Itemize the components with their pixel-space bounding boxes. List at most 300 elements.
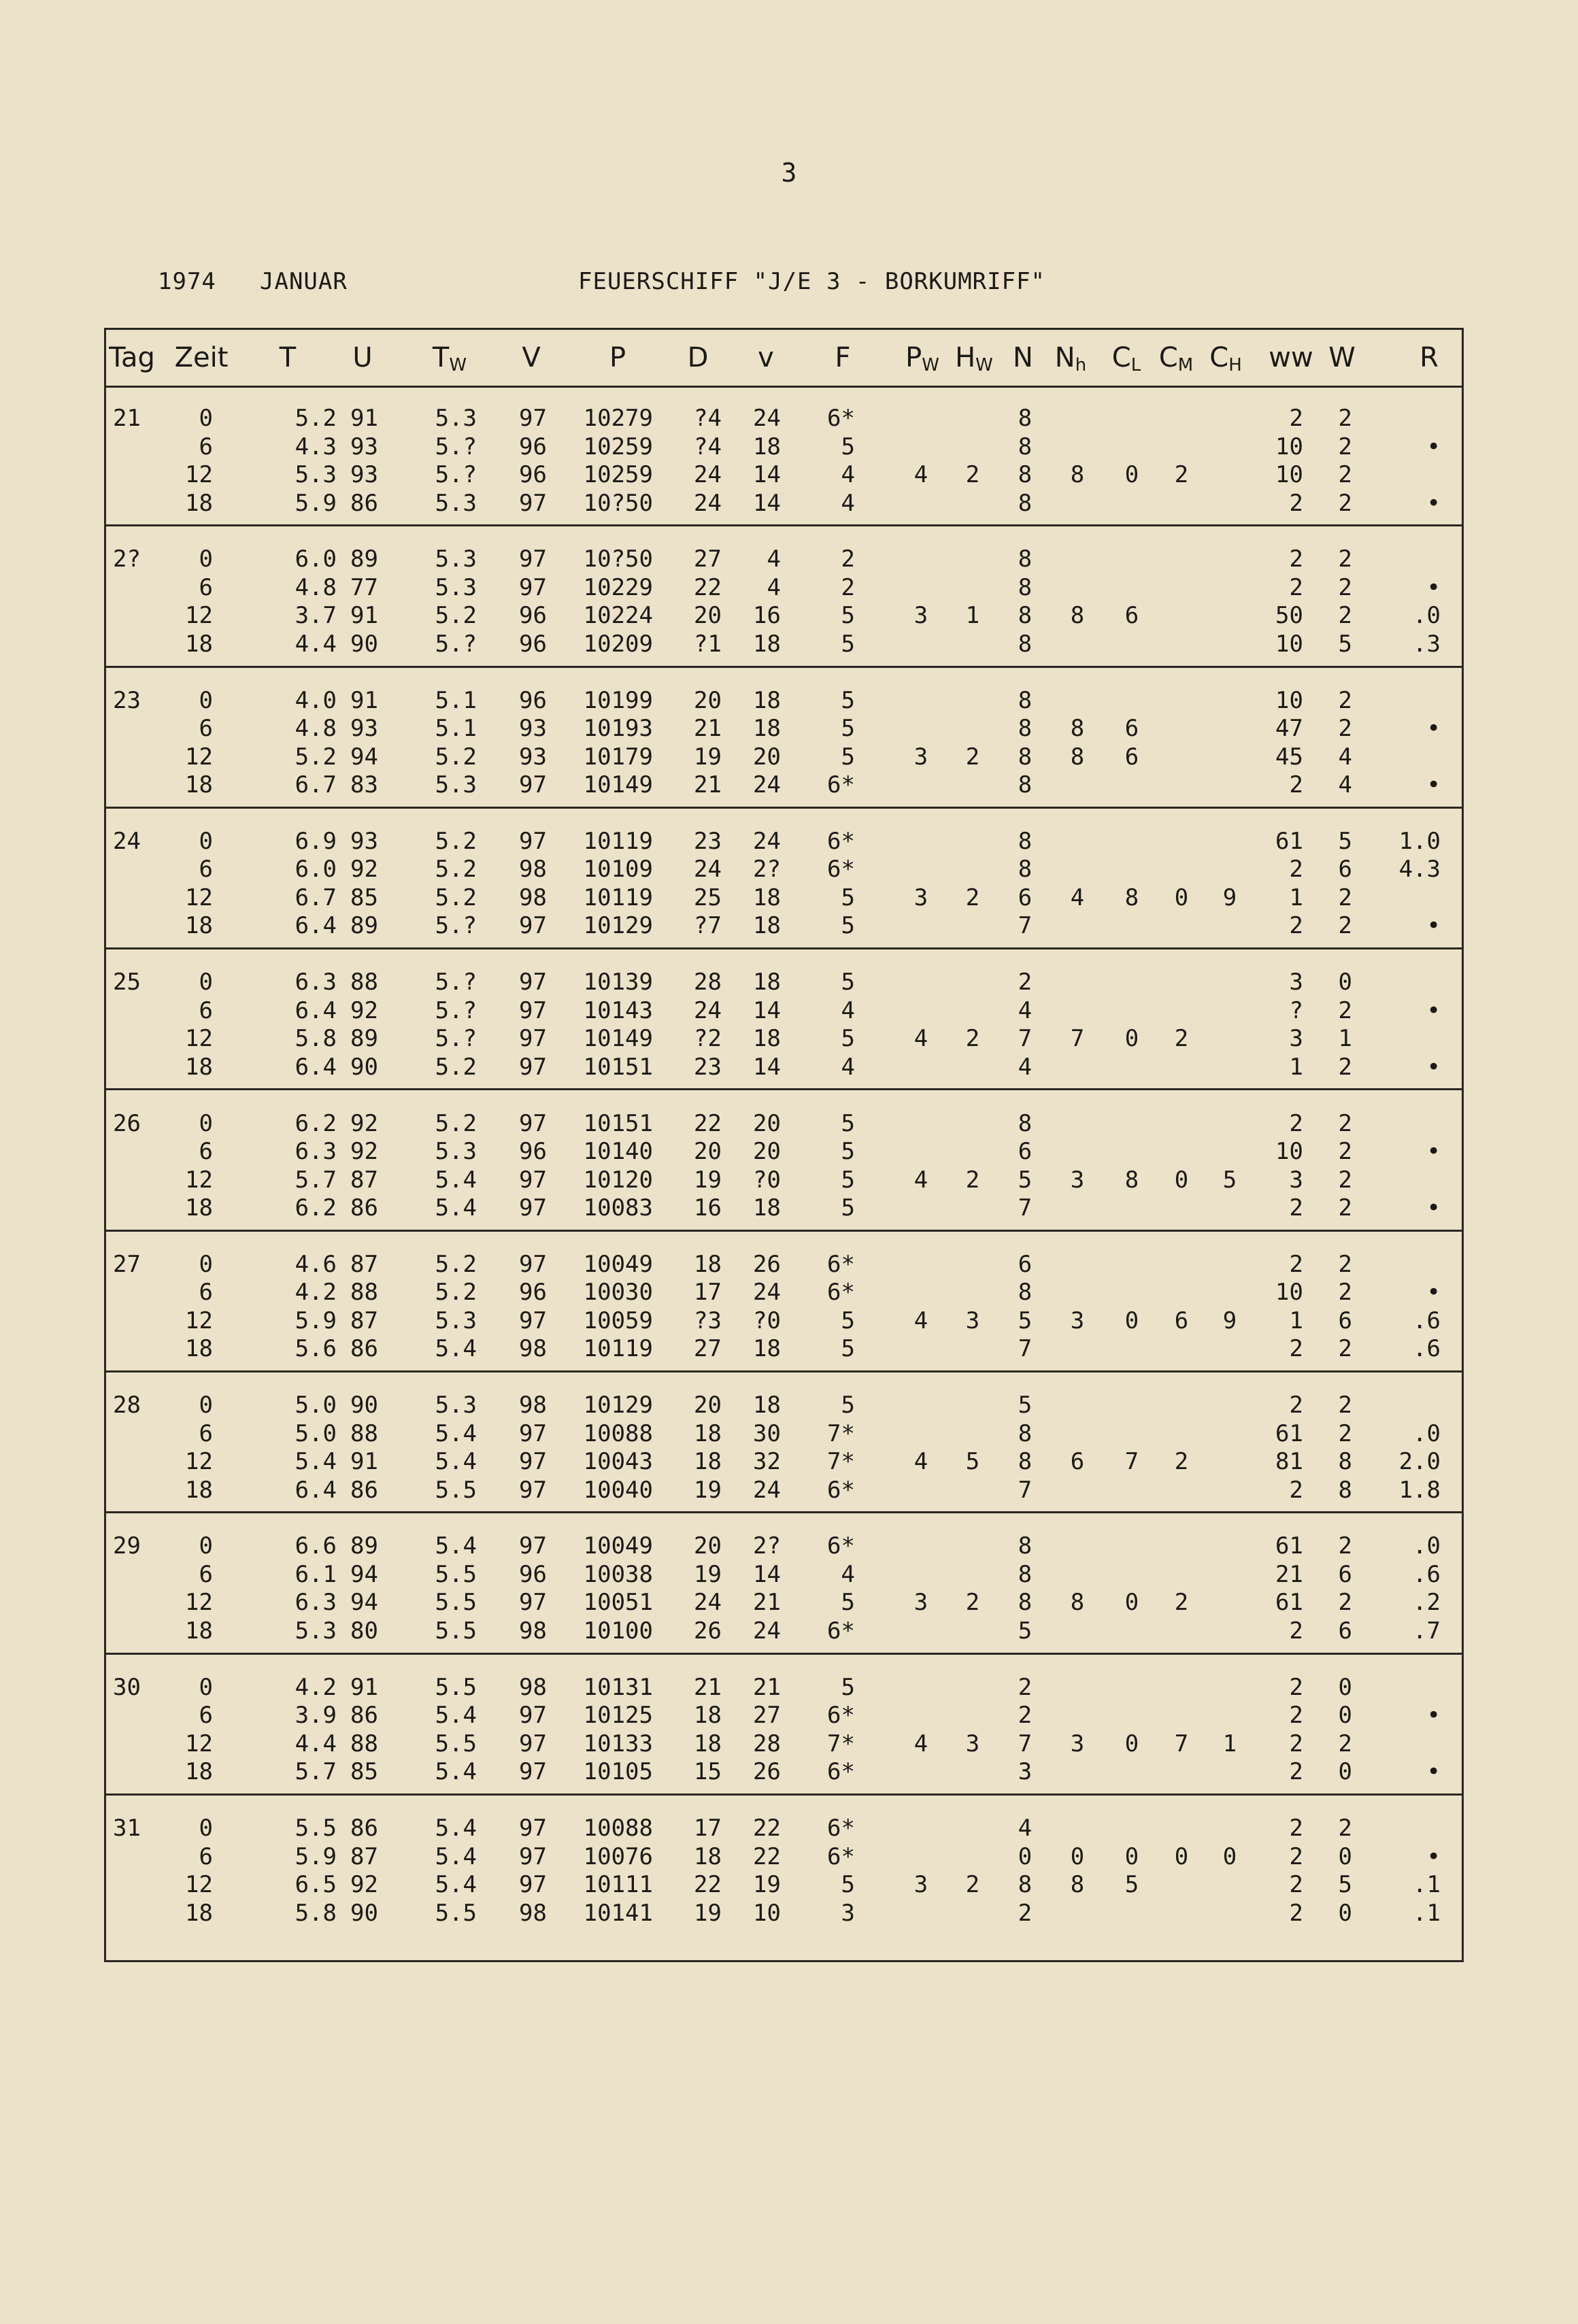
table-cell-d: ?1 <box>694 630 722 658</box>
table-cell-r: .2 <box>1413 1589 1441 1617</box>
column-header-label: T <box>279 342 297 373</box>
table-cell-d: ?3 <box>694 1307 722 1334</box>
table-cell-t: 6.5 <box>295 1871 337 1898</box>
table-cell-cm: 0 <box>1174 1166 1189 1194</box>
table-cell-cm: 2 <box>1174 1448 1189 1476</box>
table-cell-t: 4.8 <box>295 715 337 743</box>
table-cell-ww: 47 <box>1275 715 1303 743</box>
table-cell-r: .3 <box>1413 630 1441 658</box>
table-cell-tw: 5.4 <box>435 1419 477 1447</box>
table-cell-zeit: 12 <box>185 1166 213 1194</box>
table-cell-w: 2 <box>1338 433 1352 460</box>
table-cell-tw: 5.5 <box>435 1589 477 1617</box>
table-cell-r: .0 <box>1413 1419 1441 1447</box>
table-cell-w: 2 <box>1338 1730 1352 1757</box>
table-cell-d: 18 <box>694 1842 722 1870</box>
table-cell-n: 8 <box>1018 1419 1033 1447</box>
table-cell-p: 10088 <box>583 1419 653 1447</box>
table-cell-cl: 7 <box>1124 1448 1139 1476</box>
table-cell-v: 97 <box>519 969 547 996</box>
table-cell-ww: 2 <box>1289 1335 1303 1363</box>
table-cell-zeit: 12 <box>185 602 213 630</box>
table-cell-w: 8 <box>1338 1448 1352 1476</box>
table-cell-nh: 8 <box>1070 461 1085 488</box>
table-cell-vv: 24 <box>753 827 781 855</box>
table-cell-u: 86 <box>350 1815 378 1842</box>
table-cell-v: 96 <box>519 433 547 460</box>
table-cell-n: 8 <box>1018 1448 1033 1476</box>
table-cell-f: 5 <box>841 1871 855 1898</box>
table-cell-v: 93 <box>519 743 547 771</box>
table-cell-u: 86 <box>350 1476 378 1504</box>
table-cell-vv: 24 <box>753 771 781 799</box>
table-cell-vv: 24 <box>753 1279 781 1307</box>
table-cell-r: 1.8 <box>1398 1476 1441 1504</box>
day-group <box>106 1796 1462 1936</box>
table-cell-cm: 2 <box>1174 461 1189 488</box>
day-tag: 2? <box>113 545 141 573</box>
table-cell-vv: 20 <box>753 1109 781 1137</box>
table-cell-d: 28 <box>694 969 722 996</box>
table-cell-v: 97 <box>519 489 547 517</box>
column-header-label: U <box>352 342 373 373</box>
table-cell-w: 2 <box>1338 686 1352 714</box>
table-cell-w: 5 <box>1338 630 1352 658</box>
table-cell-ch: 5 <box>1222 1166 1237 1194</box>
table-cell-p: 10043 <box>583 1448 653 1476</box>
table-cell-vv: 32 <box>753 1448 781 1476</box>
table-cell-v: 96 <box>519 1560 547 1588</box>
table-cell-zeit: 6 <box>199 1138 213 1165</box>
table-cell-w: 2 <box>1338 1815 1352 1842</box>
table-cell-f: 5 <box>841 1025 855 1053</box>
header-year: 1974 <box>158 268 216 295</box>
table-cell-zeit: 0 <box>199 686 213 714</box>
table-cell-p: 10109 <box>583 856 653 883</box>
table-cell-vv: 18 <box>753 433 781 460</box>
table-cell-cl: 0 <box>1124 461 1139 488</box>
column-header-label: P <box>905 342 922 373</box>
table-cell-ww: 10 <box>1275 1138 1303 1165</box>
table-cell-d: 18 <box>694 1250 722 1278</box>
table-cell-n: 8 <box>1018 545 1033 573</box>
table-cell-p: 10051 <box>583 1589 653 1617</box>
table-cell-tw: 5.4 <box>435 1758 477 1786</box>
table-cell-ww: 2 <box>1289 1730 1303 1757</box>
table-cell-v: 97 <box>519 1871 547 1898</box>
table-cell-vv: 18 <box>753 912 781 940</box>
table-cell-d: 24 <box>694 996 722 1024</box>
table-cell-cm: 0 <box>1174 883 1189 911</box>
table-cell-ww: 2 <box>1289 1194 1303 1222</box>
header-month: JANUAR <box>260 268 348 295</box>
table-cell-p: 10140 <box>583 1138 653 1165</box>
table-cell-n: 8 <box>1018 602 1033 630</box>
table-cell-r: .7 <box>1413 1617 1441 1645</box>
table-cell-tw: 5.5 <box>435 1899 477 1927</box>
table-cell-ww: 1 <box>1289 1307 1303 1334</box>
table-cell-zeit: 6 <box>199 1279 213 1307</box>
table-cell-f: 4 <box>841 1560 855 1588</box>
table-cell-ww: 2 <box>1289 573 1303 601</box>
column-header-subscript: L <box>1130 355 1141 375</box>
table-cell-pw: 4 <box>913 461 928 488</box>
table-cell-pw: 4 <box>913 1166 928 1194</box>
table-cell-t: 5.8 <box>295 1025 337 1053</box>
table-cell-v: 97 <box>519 1166 547 1194</box>
table-cell-r: .6 <box>1413 1307 1441 1334</box>
table-cell-n: 8 <box>1018 715 1033 743</box>
table-cell-v: 98 <box>519 1617 547 1645</box>
table-cell-u: 90 <box>350 1899 378 1927</box>
table-cell-u: 77 <box>350 573 378 601</box>
table-cell-zeit: 6 <box>199 573 213 601</box>
table-cell-d: 21 <box>694 771 722 799</box>
table-cell-f: 5 <box>841 602 855 630</box>
table-cell-ww: 2 <box>1289 405 1303 432</box>
table-cell-n: 8 <box>1018 1871 1033 1898</box>
table-cell-tw: 5.4 <box>435 1702 477 1730</box>
table-cell-tw: 5.3 <box>435 1307 477 1334</box>
table-cell-d: 21 <box>694 1673 722 1701</box>
table-cell-t: 6.6 <box>295 1532 337 1560</box>
table-cell-vv: 4 <box>767 545 781 573</box>
table-cell-cl: 8 <box>1124 1166 1139 1194</box>
table-cell-hw: 3 <box>965 1730 980 1757</box>
table-cell-zeit: 12 <box>185 1871 213 1898</box>
table-cell-vv: 20 <box>753 1138 781 1165</box>
table-cell-vv: 18 <box>753 1392 781 1419</box>
table-cell-w: 2 <box>1338 1138 1352 1165</box>
table-cell-t: 6.4 <box>295 1476 337 1504</box>
table-cell-u: 92 <box>350 1138 378 1165</box>
table-cell-u: 91 <box>350 1448 378 1476</box>
table-cell-vv: 14 <box>753 461 781 488</box>
table-cell-u: 85 <box>350 1758 378 1786</box>
table-cell-f: 6* <box>827 1250 855 1278</box>
table-cell-zeit: 18 <box>185 771 213 799</box>
table-cell-cm: 7 <box>1174 1730 1189 1757</box>
table-cell-u: 91 <box>350 405 378 432</box>
table-cell-p: 10119 <box>583 827 653 855</box>
table-cell-n: 8 <box>1018 573 1033 601</box>
table-cell-w: 2 <box>1338 996 1352 1024</box>
table-cell-vv: 26 <box>753 1758 781 1786</box>
table-cell-f: 5 <box>841 686 855 714</box>
table-cell-p: 10143 <box>583 996 653 1024</box>
table-cell-vv: 21 <box>753 1589 781 1617</box>
table-column-headers <box>106 330 1462 388</box>
table-cell-tw: 5.? <box>435 996 477 1024</box>
table-cell-ww: 2 <box>1289 1673 1303 1701</box>
table-cell-nh: 6 <box>1070 1448 1085 1476</box>
table-cell-f: 6* <box>827 1702 855 1730</box>
table-cell-r: • <box>1426 1194 1441 1222</box>
table-cell-v: 97 <box>519 1476 547 1504</box>
table-cell-w: 2 <box>1338 883 1352 911</box>
table-cell-f: 5 <box>841 743 855 771</box>
table-cell-ww: 45 <box>1275 743 1303 771</box>
table-cell-w: 2 <box>1338 1109 1352 1137</box>
table-cell-p: 10040 <box>583 1476 653 1504</box>
table-cell-n: 7 <box>1018 1194 1033 1222</box>
day-group <box>106 386 1462 526</box>
table-cell-f: 5 <box>841 1307 855 1334</box>
column-header-subscript: H <box>1228 355 1242 375</box>
table-cell-tw: 5.4 <box>435 1194 477 1222</box>
table-cell-zeit: 6 <box>199 433 213 460</box>
table-cell-p: 10125 <box>583 1702 653 1730</box>
table-cell-w: 2 <box>1338 461 1352 488</box>
table-cell-w: 2 <box>1338 1335 1352 1363</box>
table-cell-pw: 4 <box>913 1307 928 1334</box>
table-cell-u: 93 <box>350 827 378 855</box>
table-cell-f: 5 <box>841 1589 855 1617</box>
table-cell-d: 18 <box>694 1419 722 1447</box>
table-cell-t: 4.6 <box>295 1250 337 1278</box>
table-cell-w: 6 <box>1338 1560 1352 1588</box>
table-cell-n: 6 <box>1018 1138 1033 1165</box>
table-cell-t: 6.4 <box>295 1053 337 1081</box>
table-cell-ww: 10 <box>1275 461 1303 488</box>
table-cell-tw: 5.3 <box>435 489 477 517</box>
table-cell-v: 98 <box>519 1673 547 1701</box>
table-cell-r: 1.0 <box>1398 827 1441 855</box>
table-cell-tw: 5.5 <box>435 1673 477 1701</box>
table-cell-n: 8 <box>1018 461 1033 488</box>
table-cell-tw: 5.3 <box>435 1392 477 1419</box>
table-cell-v: 97 <box>519 1109 547 1137</box>
table-cell-r: • <box>1426 433 1441 460</box>
table-cell-n: 8 <box>1018 686 1033 714</box>
table-cell-f: 4 <box>841 1053 855 1081</box>
table-cell-zeit: 12 <box>185 743 213 771</box>
table-cell-t: 4.2 <box>295 1673 337 1701</box>
table-cell-f: 4 <box>841 461 855 488</box>
table-cell-t: 6.0 <box>295 545 337 573</box>
table-cell-ww: 2 <box>1289 1758 1303 1786</box>
table-cell-zeit: 6 <box>199 715 213 743</box>
table-cell-nh: 3 <box>1070 1730 1085 1757</box>
table-cell-r: • <box>1426 912 1441 940</box>
table-cell-u: 89 <box>350 1532 378 1560</box>
table-cell-n: 0 <box>1018 1842 1033 1870</box>
table-cell-hw: 2 <box>965 1025 980 1053</box>
column-header-u <box>352 342 372 373</box>
table-cell-vv: 14 <box>753 489 781 517</box>
table-cell-d: 20 <box>694 1392 722 1419</box>
column-header-label: H <box>955 342 976 373</box>
table-cell-ww: 2 <box>1289 1899 1303 1927</box>
table-cell-p: 10105 <box>583 1758 653 1786</box>
table-cell-t: 6.1 <box>295 1560 337 1588</box>
table-cell-tw: 5.? <box>435 461 477 488</box>
table-cell-cl: 6 <box>1124 715 1139 743</box>
table-cell-n: 5 <box>1018 1307 1033 1334</box>
day-tag: 21 <box>113 405 141 432</box>
table-cell-n: 5 <box>1018 1392 1033 1419</box>
table-cell-pw: 3 <box>913 1871 928 1898</box>
table-cell-p: 10131 <box>583 1673 653 1701</box>
table-cell-d: 18 <box>694 1448 722 1476</box>
table-cell-f: 5 <box>841 912 855 940</box>
column-header-label: C <box>1158 342 1178 373</box>
day-group <box>106 526 1462 667</box>
table-cell-v: 97 <box>519 1532 547 1560</box>
table-cell-p: 10030 <box>583 1279 653 1307</box>
table-cell-d: 19 <box>694 1166 722 1194</box>
table-cell-ww: 2 <box>1289 1815 1303 1842</box>
table-cell-nh: 0 <box>1070 1842 1085 1870</box>
table-cell-r: 2.0 <box>1398 1448 1441 1476</box>
table-cell-ww: 2 <box>1289 1871 1303 1898</box>
table-cell-v: 97 <box>519 545 547 573</box>
table-cell-ww: 1 <box>1289 883 1303 911</box>
table-cell-t: 6.3 <box>295 1589 337 1617</box>
column-header-pw <box>905 342 939 375</box>
table-cell-pw: 3 <box>913 602 928 630</box>
table-cell-w: 2 <box>1338 1419 1352 1447</box>
table-cell-zeit: 0 <box>199 545 213 573</box>
table-cell-u: 91 <box>350 686 378 714</box>
column-header-label: R <box>1420 342 1439 373</box>
table-cell-f: 5 <box>841 1138 855 1165</box>
table-cell-pw: 3 <box>913 883 928 911</box>
table-cell-d: 18 <box>694 1702 722 1730</box>
table-cell-t: 6.3 <box>295 969 337 996</box>
table-cell-u: 89 <box>350 545 378 573</box>
day-tag: 23 <box>113 686 141 714</box>
day-group <box>106 1655 1462 1796</box>
table-cell-n: 8 <box>1018 630 1033 658</box>
table-cell-vv: ?0 <box>753 1166 781 1194</box>
table-cell-d: 24 <box>694 856 722 883</box>
table-cell-v: 97 <box>519 1307 547 1334</box>
table-cell-tw: 5.4 <box>435 1871 477 1898</box>
table-cell-zeit: 18 <box>185 1476 213 1504</box>
table-cell-t: 6.2 <box>295 1109 337 1137</box>
table-cell-ww: 61 <box>1275 1589 1303 1617</box>
table-cell-f: 6* <box>827 1758 855 1786</box>
table-cell-t: 5.2 <box>295 743 337 771</box>
table-cell-w: 2 <box>1338 405 1352 432</box>
table-cell-t: 5.0 <box>295 1419 337 1447</box>
table-cell-r: • <box>1426 573 1441 601</box>
table-cell-ww: 61 <box>1275 827 1303 855</box>
table-cell-u: 88 <box>350 1419 378 1447</box>
table-cell-u: 87 <box>350 1166 378 1194</box>
table-cell-f: 5 <box>841 1392 855 1419</box>
table-cell-ww: 10 <box>1275 1279 1303 1307</box>
table-cell-cm: 2 <box>1174 1589 1189 1617</box>
table-cell-r: • <box>1426 715 1441 743</box>
table-cell-w: 2 <box>1338 715 1352 743</box>
table-cell-d: 16 <box>694 1194 722 1222</box>
table-cell-d: 22 <box>694 1109 722 1137</box>
table-cell-ch: 9 <box>1222 1307 1237 1334</box>
table-cell-hw: 2 <box>965 883 980 911</box>
table-cell-t: 4.8 <box>295 573 337 601</box>
table-cell-p: 10279 <box>583 405 653 432</box>
day-tag: 28 <box>113 1392 141 1419</box>
table-cell-u: 94 <box>350 743 378 771</box>
table-cell-f: 5 <box>841 1109 855 1137</box>
table-cell-v: 98 <box>519 856 547 883</box>
table-cell-d: 24 <box>694 489 722 517</box>
table-cell-t: 4.4 <box>295 1730 337 1757</box>
table-cell-t: 3.9 <box>295 1702 337 1730</box>
table-cell-w: 0 <box>1338 1702 1352 1730</box>
table-cell-cm: 6 <box>1174 1307 1189 1334</box>
table-cell-tw: 5.3 <box>435 573 477 601</box>
page-number: 3 <box>781 158 797 188</box>
day-tag: 25 <box>113 969 141 996</box>
table-cell-n: 6 <box>1018 1250 1033 1278</box>
table-cell-f: 6* <box>827 827 855 855</box>
table-cell-vv: 4 <box>767 573 781 601</box>
table-cell-t: 6.4 <box>295 912 337 940</box>
table-cell-v: 96 <box>519 1138 547 1165</box>
table-cell-nh: 7 <box>1070 1025 1085 1053</box>
table-cell-d: ?4 <box>694 433 722 460</box>
table-cell-r: .0 <box>1413 1532 1441 1560</box>
table-cell-f: 5 <box>841 433 855 460</box>
table-cell-w: 4 <box>1338 743 1352 771</box>
table-cell-tw: 5.5 <box>435 1476 477 1504</box>
table-cell-u: 87 <box>350 1842 378 1870</box>
table-cell-ww: 61 <box>1275 1532 1303 1560</box>
table-cell-p: 10133 <box>583 1730 653 1757</box>
table-cell-p: 10259 <box>583 433 653 460</box>
table-cell-zeit: 18 <box>185 912 213 940</box>
table-cell-zeit: 0 <box>199 1532 213 1560</box>
table-cell-n: 6 <box>1018 883 1033 911</box>
table-cell-ww: 2 <box>1289 489 1303 517</box>
table-cell-vv: ?0 <box>753 1307 781 1334</box>
table-cell-hw: 2 <box>965 1589 980 1617</box>
table-cell-d: 24 <box>694 1589 722 1617</box>
table-cell-w: 2 <box>1338 489 1352 517</box>
table-cell-vv: 18 <box>753 969 781 996</box>
column-header-label: N <box>1054 342 1075 373</box>
table-cell-zeit: 12 <box>185 461 213 488</box>
table-cell-vv: 22 <box>753 1842 781 1870</box>
table-cell-v: 97 <box>519 912 547 940</box>
table-cell-t: 4.0 <box>295 686 337 714</box>
table-cell-tw: 5.2 <box>435 1250 477 1278</box>
table-cell-vv: 19 <box>753 1871 781 1898</box>
table-cell-pw: 3 <box>913 1589 928 1617</box>
table-cell-v: 97 <box>519 405 547 432</box>
table-cell-zeit: 6 <box>199 1419 213 1447</box>
table-cell-p: 10049 <box>583 1532 653 1560</box>
column-header-label: F <box>835 342 851 373</box>
table-cell-ww: 10 <box>1275 433 1303 460</box>
table-cell-ww: 2 <box>1289 1250 1303 1278</box>
table-cell-v: 98 <box>519 883 547 911</box>
table-cell-vv: 26 <box>753 1250 781 1278</box>
table-cell-tw: 5.2 <box>435 743 477 771</box>
table-cell-p: 10120 <box>583 1166 653 1194</box>
table-cell-w: 2 <box>1338 1053 1352 1081</box>
table-cell-d: 19 <box>694 1476 722 1504</box>
table-cell-nh: 8 <box>1070 1589 1085 1617</box>
table-cell-t: 6.4 <box>295 996 337 1024</box>
table-cell-f: 5 <box>841 883 855 911</box>
column-header-label: C <box>1209 342 1229 373</box>
table-cell-zeit: 18 <box>185 1617 213 1645</box>
table-cell-u: 92 <box>350 856 378 883</box>
